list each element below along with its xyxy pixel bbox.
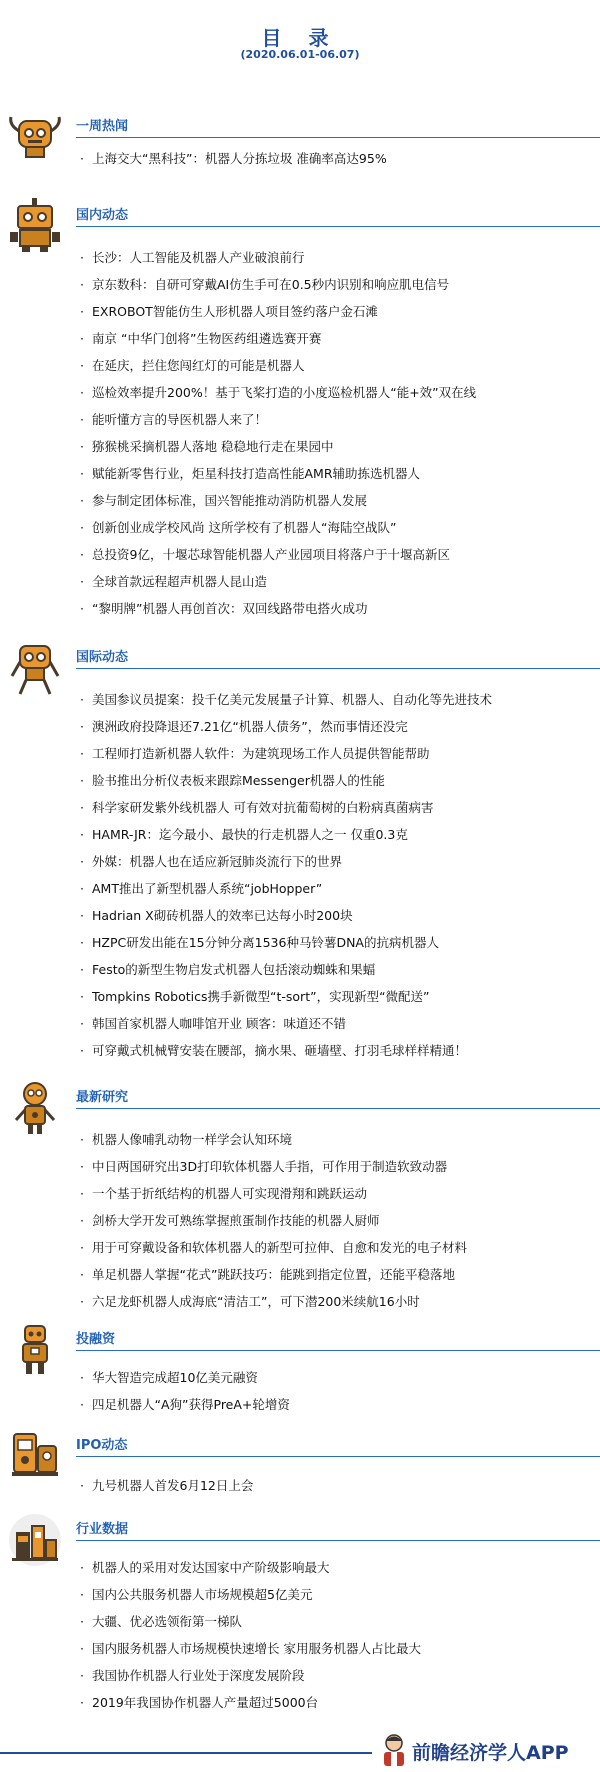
robot-mini-icon [6,1322,64,1378]
item-list [80,1126,590,1315]
list-item[interactable]: · 剑桥大学开发可熟练掌握煎蛋制作技能的机器人厨师 [80,1213,380,1228]
list-item[interactable]: · 国内公共服务机器人市场规模超5亿美元 [80,1587,313,1602]
list-item[interactable]: · 六足龙虾机器人成海底“清洁工”，可下潜200米续航16小时 [80,1294,420,1309]
list-item[interactable]: · 长沙：人工智能及机器人产业破浪前行 [80,250,305,265]
list-item[interactable]: · 我国协作机器人行业处于深度发展阶段 [80,1668,305,1683]
list-item[interactable]: · 美国参议员提案：投千亿美元发展量子计算、机器人、自动化等先进技术 [80,692,493,707]
list-item[interactable]: · 能听懂方言的导医机器人来了！ [80,412,268,427]
list-item[interactable]: · 澳洲政府投降退还7.21亿“机器人债务”，然而事情还没完 [80,719,408,734]
list-item[interactable]: · HZPC研发出能在15分钟分离1536种马铃薯DNA的抗病机器人 [80,935,439,950]
list-item[interactable]: · 在延庆，拦住您闯红灯的可能是机器人 [80,358,305,373]
item-list [80,1364,590,1418]
section-title: 国内动态 [76,208,129,223]
list-item[interactable]: · 一个基于折纸结构的机器人可实现滑翔和跳跃运动 [80,1186,368,1201]
list-item[interactable]: · 机器人像哺乳动物一样学会认知环境 [80,1132,293,1147]
section-divider [76,1108,600,1109]
list-item[interactable]: · 华大智造完成超10亿美元融资 [80,1370,258,1385]
section-title: 一周热闻 [76,119,129,134]
list-item[interactable]: · 单足机器人掌握“花式”跳跃技巧：能跳到指定位置，还能平稳落地 [80,1267,455,1282]
robot-round-icon [6,1080,64,1136]
avatar-icon [378,1732,410,1768]
list-item[interactable]: · 韩国首家机器人咖啡馆开业 顾客：味道还不错 [80,1016,346,1031]
list-item[interactable]: · 2019年我国协作机器人产量超过5000台 [80,1695,319,1710]
list-item[interactable]: · 巡检效率提升200%！基于飞桨打造的小度巡检机器人“能+效”双在线 [80,385,477,400]
list-item[interactable]: · 外媒：机器人也在适应新冠肺炎流行下的世界 [80,854,343,869]
robot-machine-icon [6,1428,64,1484]
section-title: 行业数据 [76,1522,129,1537]
list-item[interactable]: · 创新创业成学校风尚 这所学校有了机器人“海陆空战队” [80,520,397,535]
list-item[interactable]: · “黎明牌”机器人再创首次：双回线路带电搭火成功 [80,601,368,616]
section-title: 最新研究 [76,1090,129,1105]
list-item[interactable]: · 机器人的采用对发达国家中产阶级影响最大 [80,1560,330,1575]
list-item[interactable]: · 科学家研发紫外线机器人 可有效对抗葡萄树的白粉病真菌病害 [80,800,434,815]
list-item[interactable]: · Festo的新型生物启发式机器人包括滚动蜘蛛和果蝠 [80,962,376,977]
list-item[interactable]: · 中日两国研究出3D打印软体机器人手指，可作用于制造软致动器 [80,1159,448,1174]
item-list [80,686,590,1064]
list-item[interactable]: · 赋能新零售行业，炬星科技打造高性能AMR辅助拣选机器人 [80,466,421,481]
list-item[interactable]: · 猕猴桃采摘机器人落地 稳稳地行走在果园中 [80,439,334,454]
footer-divider [0,1752,372,1754]
item-list [80,145,590,172]
footer-brand: 前瞻经济学人APP [412,1742,569,1764]
list-item[interactable]: · 南京 “中华门创将”生物医药组遴选赛开赛 [80,331,322,346]
list-item[interactable]: · Tompkins Robotics携手新微型“t-sort”，实现新型“微配送” [80,989,430,1004]
robot-factory-icon [6,1512,64,1568]
section-title: 投融资 [76,1332,116,1347]
list-item[interactable]: · 大疆、优必选领衔第一梯队 [80,1614,243,1629]
list-item[interactable]: · 九号机器人首发6月12日上会 [80,1478,254,1493]
section-title: IPO动态 [76,1438,128,1453]
robot-walker-icon [6,642,64,698]
list-item[interactable]: · Hadrian X砌砖机器人的效率已达每小时200块 [80,908,353,923]
section-divider [76,137,600,138]
list-item[interactable]: · 脸书推出分析仪表板来跟踪Messenger机器人的性能 [80,773,385,788]
item-list [80,1554,590,1716]
robot-box-icon [6,198,64,254]
page-title: 目 录 [261,26,339,50]
section-divider [76,1540,600,1541]
robot-head-icon [6,111,64,167]
section-divider [76,226,600,227]
date-range: (2020.06.01-06.07) [240,48,360,61]
list-item[interactable]: · 全球首款远程超声机器人昆山造 [80,574,268,589]
item-list [80,1472,590,1499]
list-item[interactable]: · 国内服务机器人市场规模快速增长 家用服务机器人占比最大 [80,1641,421,1656]
list-item[interactable]: · AMT推出了新型机器人系统“jobHopper” [80,881,323,896]
list-item[interactable]: · HAMR-JR：迄今最小、最快的行走机器人之一 仅重0.3克 [80,827,408,842]
section-divider [76,1350,600,1351]
section-divider [76,668,600,669]
item-list [80,244,590,622]
list-item[interactable]: · 四足机器人“A狗”获得PreA+轮增资 [80,1397,290,1412]
list-item[interactable]: · 可穿戴式机械臂安装在腰部，摘水果、砸墙壁、打羽毛球样样精通！ [80,1043,468,1058]
section-title: 国际动态 [76,650,129,665]
list-item[interactable]: · 参与制定团体标准，国兴智能推动消防机器人发展 [80,493,368,508]
list-item[interactable]: · 用于可穿戴设备和软体机器人的新型可拉伸、自愈和发光的电子材料 [80,1240,468,1255]
list-item[interactable]: · EXROBOT智能仿生人形机器人项目签约落户金石滩 [80,304,378,319]
section-divider [76,1456,600,1457]
list-item[interactable]: · 上海交大“黑科技”：机器人分拣垃圾 准确率高达95% [80,151,387,166]
list-item[interactable]: · 工程师打造新机器人软件：为建筑现场工作人员提供智能帮助 [80,746,430,761]
list-item[interactable]: · 总投资9亿，十堰芯球智能机器人产业园项目将落户于十堰高新区 [80,547,450,562]
list-item[interactable]: · 京东数科：自研可穿戴AI仿生手可在0.5秒内识别和响应肌电信号 [80,277,450,292]
